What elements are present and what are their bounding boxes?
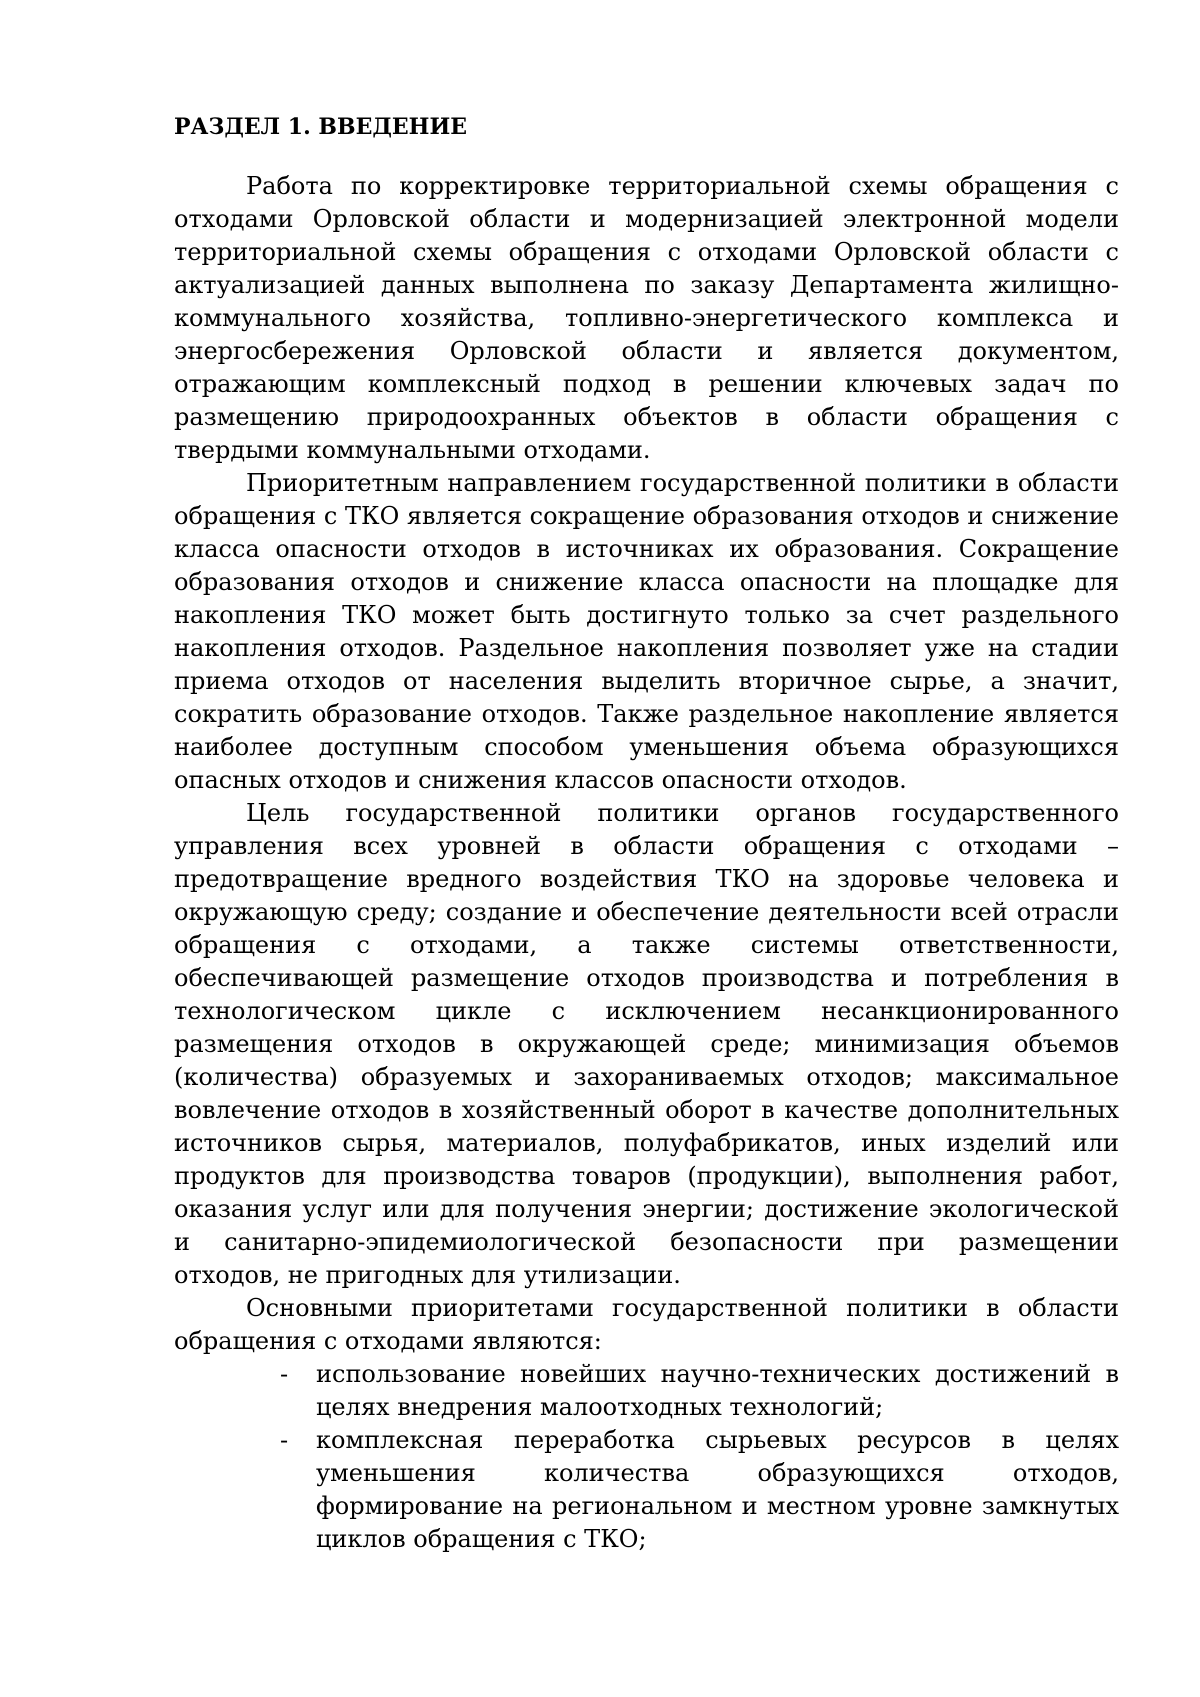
list-item-text: использование новейших научно-технических достижений в целях внедрения малоотходных технологий; <box>316 1360 1119 1421</box>
list-dash: - <box>280 1360 289 1388</box>
list-dash: - <box>280 1426 289 1454</box>
paragraph-policy-goal: Цель государственной политики органов государственного управления всех уровней в области обращения с отходами – предотвращение вредного воздействия ТКО на здоровье человека и окружающую среду; создание и обеспечение деятельности всей отрасли обращения с отходами, а также системы ответственности, обеспечивающей размещение отходов производства и потребления в технологическом цикле с исключением несанкционированного размещения отходов в окружающей среде; минимизация объемов (количества) образуемых и захораниваемых отходов; максимальное вовлечение отходов в хозяйственный оборот в качестве дополнительных источников сырья, материалов, полуфабрикатов, иных изделий или продуктов для производства товаров (продукции), выполнения работ, оказания услуг или для получения энергии; достижение экологической и санитарно-эпидемиологической безопасности при размещении отходов, не пригодных для утилизации. <box>174 799 1119 1289</box>
list-item-text: комплексная переработка сырьевых ресурсов в целях уменьшения количества образующихся отходов, формирование на региональном и местном уровне замкнутых циклов обращения с ТКО; <box>316 1426 1119 1553</box>
priorities-list <box>174 1358 1119 1556</box>
section-heading: РАЗДЕЛ 1. ВВЕДЕНИЕ <box>174 114 468 140</box>
paragraph-priority-direction: Приоритетным направлением государственной политики в области обращения с ТКО является сокращение образования отходов и снижение класса опасности отходов в источниках их образования. Сокращение образования отходов и снижение класса опасности на площадке для накопления ТКО может быть достигнуто только за счет раздельного накопления отходов. Раздельное накопления позволяет уже на стадии приема отходов от населения выделить вторичное сырье, а значит, сократить образование отходов. Также раздельное накопление является наиболее доступным способом уменьшения объема образующихся опасных отходов и снижения классов опасности отходов. <box>174 469 1119 794</box>
paragraph-intro: Работа по корректировке территориальной схемы обращения с отходами Орловской области и модернизацией электронной модели территориальной схемы обращения с отходами Орловской области с актуализацией данных выполнена по заказу Департамента жилищно-коммунального хозяйства, топливно-энергетического комплекса и энергосбережения Орловской области и является документом, отражающим комплексный подход в решении ключевых задач по размещению природоохранных объектов в области обращения с твердыми коммунальными отходами. <box>174 172 1119 464</box>
list-item <box>280 1424 1119 1556</box>
list-item <box>280 1358 1119 1424</box>
page-content <box>174 112 1119 1556</box>
paragraph-priorities-lead: Основными приоритетами государственной политики в области обращения с отходами являются: <box>174 1294 1119 1355</box>
